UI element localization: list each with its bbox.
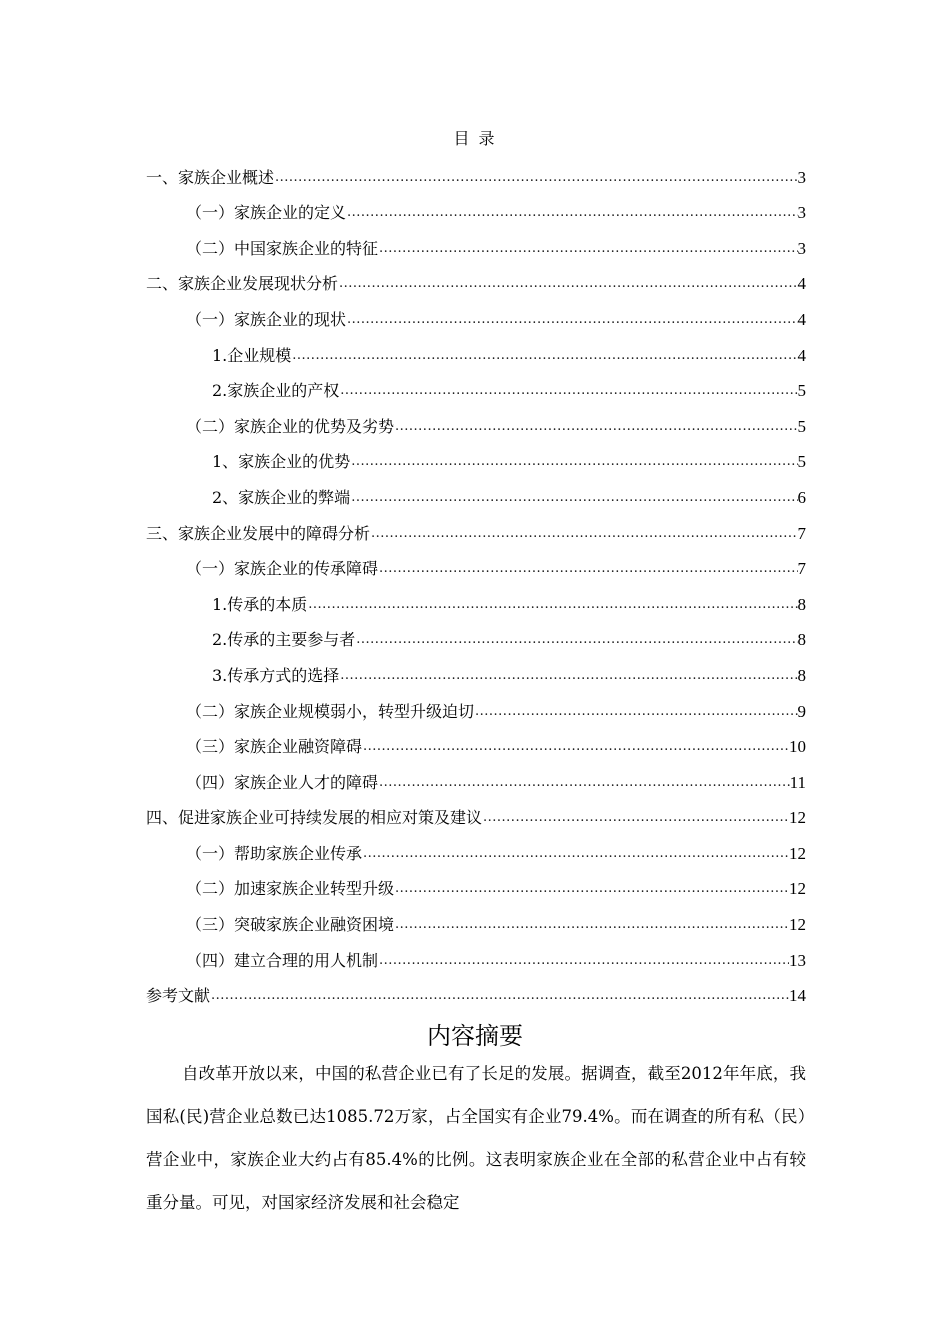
abstract-heading: 内容摘要 <box>427 1023 523 1050</box>
toc-entry[interactable] <box>146 259 806 295</box>
toc-entry[interactable] <box>146 366 806 402</box>
toc-entry-title: 2、家族企业的弊端 <box>212 487 351 507</box>
toc-leader-dots <box>339 666 797 686</box>
toc-leader-dots <box>378 951 789 971</box>
toc-page-number: 3 <box>797 238 806 258</box>
toc-entry-title: 2.传承的主要参与者 <box>212 630 356 650</box>
toc-entry-title: （四）家族企业人才的障碍 <box>186 772 379 792</box>
toc-leader-dots <box>370 524 797 544</box>
toc-leader-dots <box>378 559 797 579</box>
toc-page-number: 13 <box>789 950 806 970</box>
toc-entry-title: 2.家族企业的产权 <box>212 381 340 401</box>
toc-page-number: 14 <box>789 986 806 1006</box>
toc-page-number: 7 <box>797 559 806 579</box>
toc-page-number: 12 <box>789 915 806 935</box>
toc-page-number: 6 <box>797 487 806 507</box>
toc-leader-dots <box>350 452 797 472</box>
toc-entry-title: （一）帮助家族企业传承 <box>186 843 363 863</box>
toc-title: 目 录 <box>453 129 497 148</box>
toc-entry-title: （一）家族企业的现状 <box>186 309 347 329</box>
toc-entry-title: （二）家族企业规模弱小，转型升级迫切 <box>186 701 475 721</box>
toc-entry[interactable] <box>146 437 806 473</box>
toc-entry-title: （一）家族企业的传承障碍 <box>186 559 379 579</box>
toc-entry[interactable] <box>146 935 806 971</box>
toc-entry[interactable] <box>146 544 806 580</box>
toc-entry-title: （四）建立合理的用人机制 <box>186 950 379 970</box>
toc-entry-title: 二、家族企业发展现状分析 <box>146 274 339 294</box>
toc-entry[interactable] <box>146 864 806 900</box>
toc-entry[interactable] <box>146 793 806 829</box>
toc-page-number: 12 <box>789 843 806 863</box>
toc-leader-dots <box>362 844 789 864</box>
toc-page-number: 7 <box>797 523 806 543</box>
toc-entry[interactable] <box>146 188 806 224</box>
toc-leader-dots <box>394 417 797 437</box>
toc-page-number: 3 <box>797 167 806 187</box>
toc-entry-title: 一、家族企业概述 <box>146 167 275 187</box>
toc-page-number: 11 <box>789 772 806 792</box>
toc-entry-title: （三）突破家族企业融资困境 <box>186 915 395 935</box>
toc-page-number: 9 <box>797 701 806 721</box>
toc-leader-dots <box>346 203 797 223</box>
toc-entry-title: 1、家族企业的优势 <box>212 452 351 472</box>
toc-leader-dots <box>307 595 797 615</box>
toc-leader-dots <box>474 702 797 722</box>
abstract-paragraph: 自改革开放以来，中国的私营企业已有了长足的发展。据调查，截至2012年年底，我国私(民)营企业总数已达1085.72万家，占全国实有企业79.4%。而在调查的所有私（民）营企业中，家族企业大约占有85.4%的比例。这表明家族企业在全部的私营企业中占有较重分量。可见，对国家经济发展和社会稳定 <box>146 1064 806 1212</box>
toc-entry[interactable] <box>146 757 806 793</box>
toc-entry-title: （二）加速家族企业转型升级 <box>186 879 395 899</box>
toc-leader-dots <box>210 986 789 1006</box>
toc-entry[interactable] <box>146 971 806 1007</box>
toc-page-number: 4 <box>797 309 806 329</box>
toc-page-number: 5 <box>797 381 806 401</box>
toc-entry[interactable] <box>146 615 806 651</box>
toc-page-number: 4 <box>797 345 806 365</box>
toc-entry-title: 三、家族企业发展中的障碍分析 <box>146 523 371 543</box>
toc-page-number: 3 <box>797 203 806 223</box>
toc-entry[interactable] <box>146 899 806 935</box>
toc-page-number: 8 <box>797 594 806 614</box>
toc-entry-title: 1.企业规模 <box>212 345 292 365</box>
toc-page-number: 12 <box>789 879 806 899</box>
toc-page-number: 8 <box>797 665 806 685</box>
toc-entry-title: （二）中国家族企业的特征 <box>186 238 379 258</box>
toc-page-number: 4 <box>797 274 806 294</box>
toc-leader-dots <box>338 274 797 294</box>
toc-entry-title: 四、促进家族企业可持续发展的相应对策及建议 <box>146 808 483 828</box>
toc-entry-title: 3.传承方式的选择 <box>212 665 340 685</box>
toc-leader-dots <box>378 773 790 793</box>
toc-entry[interactable] <box>146 828 806 864</box>
toc-entry[interactable] <box>146 508 806 544</box>
toc-leader-dots <box>394 915 789 935</box>
toc-entry[interactable] <box>146 401 806 437</box>
toc-entry[interactable] <box>146 722 806 758</box>
toc-page-number: 8 <box>797 630 806 650</box>
toc-entry[interactable] <box>146 330 806 366</box>
toc-entry-title: （一）家族企业的定义 <box>186 203 347 223</box>
toc-leader-dots <box>394 879 789 899</box>
toc-entry[interactable] <box>146 294 806 330</box>
toc-leader-dots <box>362 737 789 757</box>
toc-leader-dots <box>482 808 789 828</box>
toc-entry[interactable] <box>146 472 806 508</box>
toc-leader-dots <box>350 488 797 508</box>
toc-entry-title: 参考文献 <box>146 986 211 1006</box>
toc-entry-title: （二）家族企业的优势及劣势 <box>186 416 395 436</box>
toc-leader-dots <box>339 381 797 401</box>
toc-entry-title: 1.传承的本质 <box>212 594 308 614</box>
toc-leader-dots <box>378 239 797 259</box>
toc-page-number: 10 <box>789 737 806 757</box>
toc-page-number: 5 <box>797 416 806 436</box>
toc-leader-dots <box>274 168 797 188</box>
toc-entry[interactable] <box>146 686 806 722</box>
toc-entry[interactable] <box>146 579 806 615</box>
table-of-contents <box>146 152 806 1006</box>
toc-entry[interactable] <box>146 152 806 188</box>
toc-entry[interactable] <box>146 223 806 259</box>
toc-page-number: 12 <box>789 808 806 828</box>
toc-leader-dots <box>291 346 797 366</box>
toc-entry-title: （三）家族企业融资障碍 <box>186 737 363 757</box>
toc-leader-dots <box>355 630 797 650</box>
toc-leader-dots <box>346 310 797 330</box>
toc-page-number: 5 <box>797 452 806 472</box>
toc-entry[interactable] <box>146 650 806 686</box>
